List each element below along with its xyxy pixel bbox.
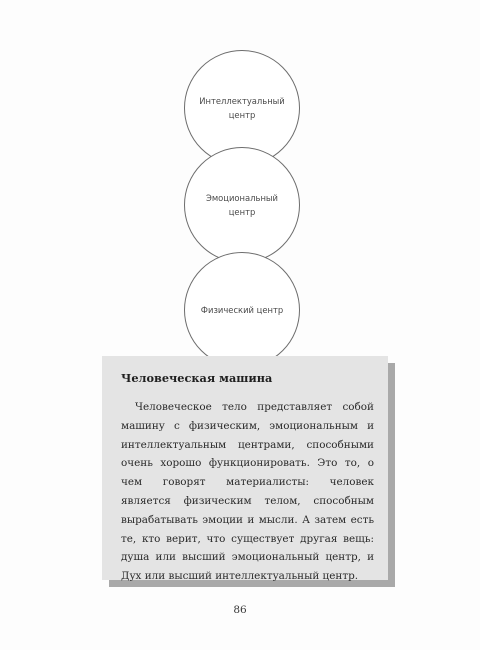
intellectual-center-label: Интеллектуальный центр <box>199 96 285 120</box>
page-number: 86 <box>233 604 247 616</box>
sidebar-box-text: Человеческое тело представляет собой машину с физическим, эмоциональным и интеллектуальным центрами, способными очень хорошо функционировать. Это то, о чем говорят материалисты: человек является физическим телом, способным вырабатывать эмоции и мысли. А затем есть те, кто верит, что существует другая вещь: душа или высший эмоциональный центр, и Дух или высший интеллектуальный центр. <box>121 401 374 583</box>
emotional-center-circle <box>184 147 300 263</box>
emotional-center-label: Эмоциональный центр <box>206 193 278 217</box>
physical-center-circle <box>184 252 300 368</box>
sidebar-box-title: Человеческая машина <box>121 371 273 385</box>
sidebar-box <box>102 356 388 583</box>
physical-center-label: Физический центр <box>200 305 284 315</box>
